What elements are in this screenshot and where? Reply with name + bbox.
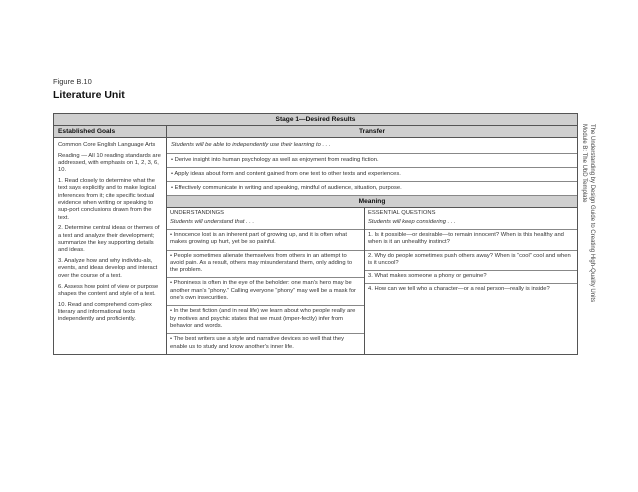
goal-item: 3. Analyze how and why individu-als, events, and ideas develop and interact over the course of a text. (58, 258, 158, 279)
essential-question-item: 1. Is it possible—or desirable—to remain innocent? When is this healthy and when is it an unhealthy instinct? (365, 230, 577, 251)
goal-item: Reading — All 10 reading standards are addressed, with emphasis on 1, 2, 3, 6, 10. (58, 152, 161, 174)
understanding-item: • Phoniness is often in the eye of the beholder: one man's hero may be another man's “phony.” Calling everyone “phony” may well be a mask for one's own insecurities. (167, 278, 364, 306)
essential-questions-column (365, 208, 577, 354)
understandings-heading: UNDERSTANDINGS (170, 210, 225, 216)
understandings-column (167, 208, 365, 354)
transfer-item: • Apply ideas about form and content gained from one text to other texts and experiences. (167, 168, 577, 182)
essential-question-item: 3. What makes someone a phony or genuine? (365, 271, 577, 284)
figure-label: Figure B.10 (53, 77, 92, 86)
goal-item: Common Core English Language Arts (58, 142, 156, 148)
understanding-item: • In the best fiction (and in real life) we learn about who people really are by motives and psychic states that we must (imper-fectly) infer from behavior and words. (167, 306, 364, 334)
goal-item: 1. Read closely to determine what the text says explicitly and to make logical inferences from it; cite specific textual evidence when writing or speaking to sup-port conclusions drawn from the text. (58, 178, 156, 221)
transfer-meaning-column (167, 126, 577, 354)
understandings-intro: Students will understand that . . . (167, 217, 364, 230)
goal-item: 6. Assess how point of view or purpose shapes the content and style of a text. (58, 283, 159, 297)
understanding-item: • People sometimes alienate themselves from others in an attempt to avoid pain. As a result, others may misunderstand them, only adding to the problem. (167, 251, 364, 279)
ubd-template-table (53, 113, 578, 355)
stage-header: Stage 1—Desired Results (54, 114, 577, 126)
goal-item: 2. Determine central ideas or themes of a text and analyze their development; summarize the key supporting details and ideas. (58, 225, 160, 254)
transfer-header: Transfer (167, 126, 577, 138)
established-goals-header: Established Goals (54, 126, 166, 138)
running-header-module: Module B: The UbD Template (581, 124, 587, 203)
goal-item: 10. Read and comprehend com-plex literary and informational texts independently and proficiently. (58, 301, 152, 323)
goals-list (54, 138, 166, 324)
transfer-item: • Effectively communicate in writing and speaking, mindful of audience, situation, purpose. (167, 182, 577, 196)
running-header-book-title: The Understanding by Design Guide to Creating High-Quality Units (589, 124, 595, 303)
transfer-item: • Derive insight into human psychology as well as enjoyment from reading fiction. (167, 154, 577, 168)
essential-questions-heading: ESSENTIAL QUESTIONS (368, 210, 436, 216)
running-header (580, 124, 596, 354)
transfer-intro: Students will be able to independently use their learning to . . . (167, 138, 577, 154)
essential-question-item: 2. Why do people sometimes push others away? When is “cool” cool and when is it uncool? (365, 251, 577, 272)
essential-question-item: 4. How can we tell who a character—or a real person—really is inside? (368, 286, 550, 293)
essential-questions-intro: Students will keep considering . . . (365, 217, 577, 230)
understanding-item: • Innocence lost is an inherent part of growing up, and it is often what makes growing up hurt, yet be so painful. (167, 230, 364, 251)
understanding-item: • The best writers use a style and narrative devices so well that they enable us to study and know another's inner life. (170, 336, 344, 350)
meaning-header: Meaning (167, 196, 577, 208)
figure-title: Literature Unit (53, 89, 125, 101)
established-goals-column (54, 126, 167, 354)
